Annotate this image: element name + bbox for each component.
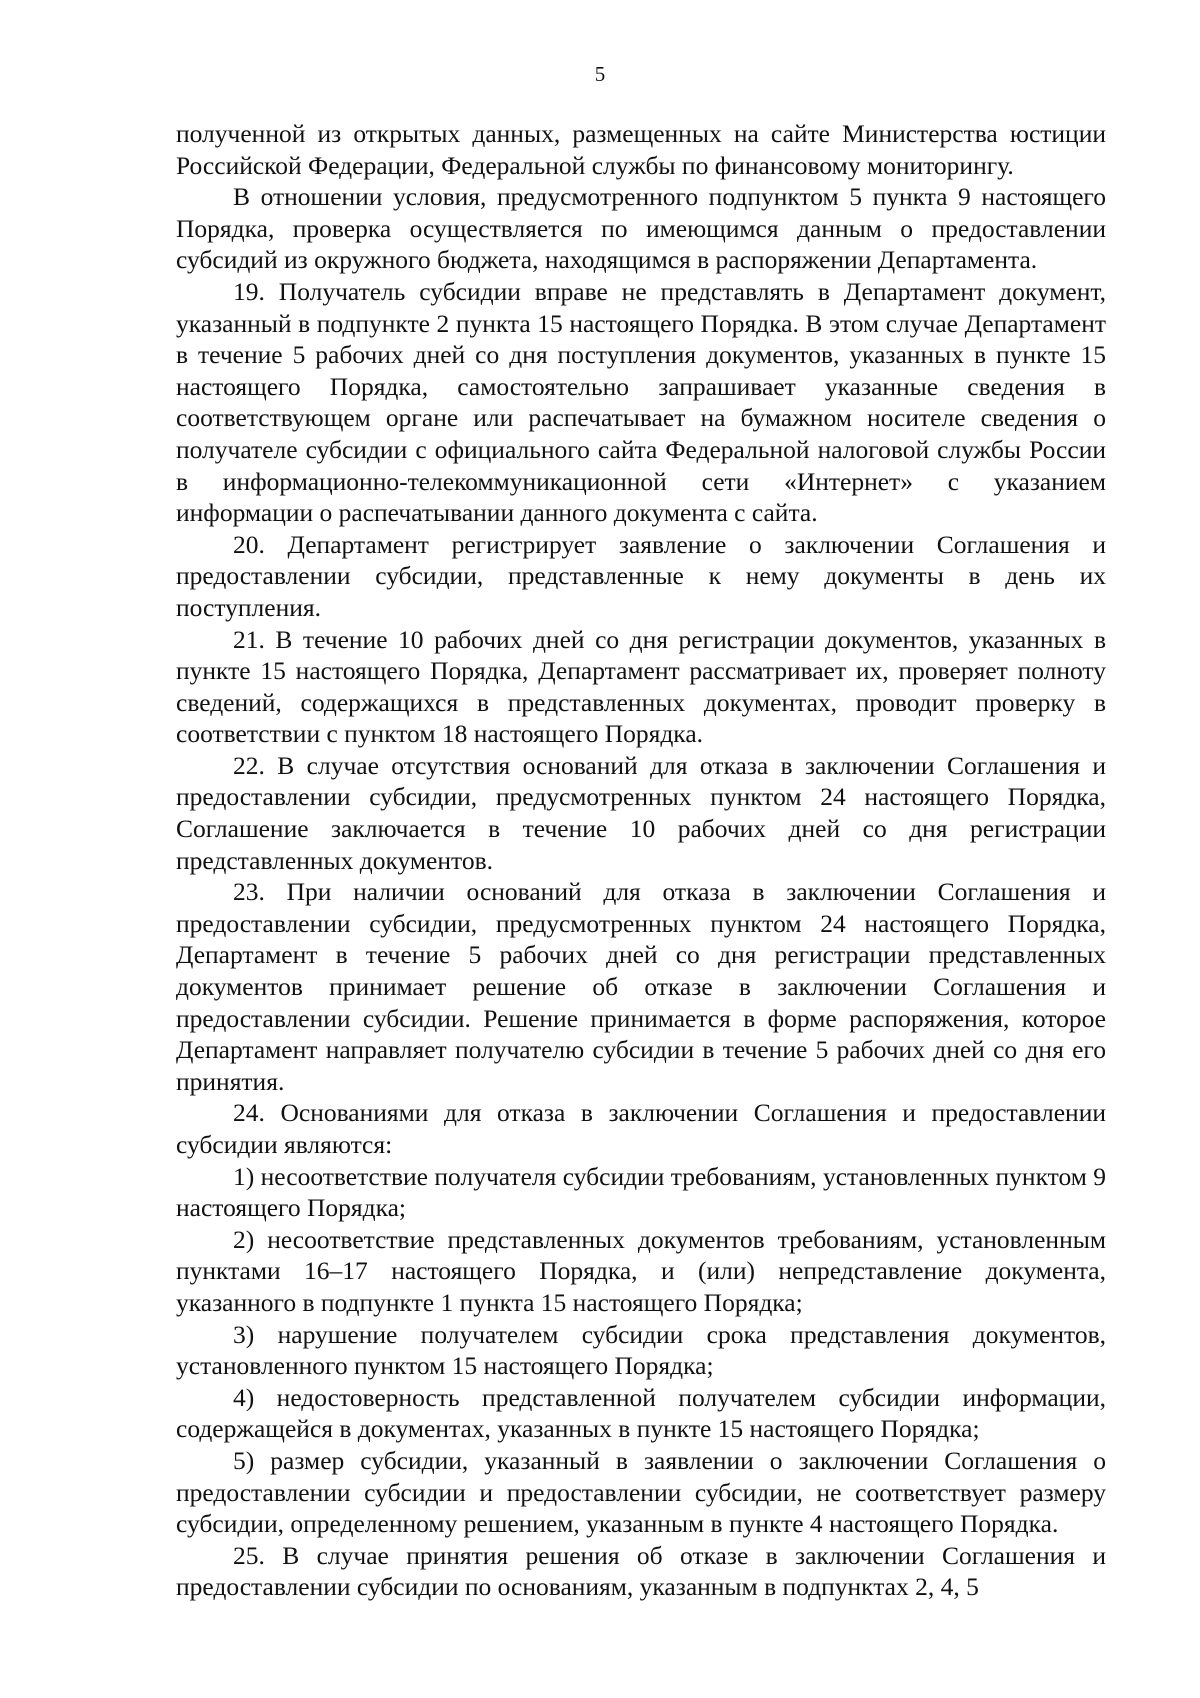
page-number: 5 <box>594 62 606 86</box>
paragraph: 2) несоответствие представленных документов требованиям, установленным пунктами 16–17 настоящего Порядка, и (или) непредставление документа, указанного в подпункте 1 пункта 15 настоящего Порядка; <box>176 1224 1106 1317</box>
paragraph: 20. Департамент регистрирует заявление о заключении Соглашения и предоставлении субсидии, представленные к нему документы в день их поступления. <box>176 529 1106 622</box>
paragraph: 23. При наличии оснований для отказа в заключении Соглашения и предоставлении субсидии, предусмотренных пунктом 24 настоящего Порядка, Департамент в течение 5 рабочих дней со дня регистрации представленных документов принимает решение об отказе в заключении Соглашения и предоставлении субсидии. Решение принимается в форме распоряжения, которое Департамент направляет получателю субсидии в течение 5 рабочих дней со дня его принятия. <box>176 877 1106 1096</box>
paragraph: 3) нарушение получателем субсидии срока представления документов, установленного пунктом 15 настоящего Порядка; <box>176 1319 1106 1381</box>
paragraph: 21. В течение 10 рабочих дней со дня регистрации документов, указанных в пункте 15 настоящего Порядка, Департамент рассматривает их, проверяет полноту сведений, содержащихся в представленных документах, проводит проверку в соответствии с пунктом 18 настоящего Порядка. <box>176 624 1106 749</box>
paragraph: 1) несоответствие получателя субсидии требованиям, установленных пунктом 9 настоящего Порядка; <box>176 1161 1106 1223</box>
paragraph: 4) недостоверность представленной получателем субсидии информации, содержащейся в документах, указанных в пункте 15 настоящего Порядка; <box>176 1382 1106 1444</box>
paragraph: 5) размер субсидии, указанный в заявлении о заключении Соглашения о предоставлении субсидии и предоставлении субсидии, не соответствует размеру субсидии, определенному решением, указанным в пункте 4 настоящего Порядка. <box>176 1445 1106 1539</box>
paragraph: 19. Получатель субсидии вправе не представлять в Департамент документ, указанный в подпункте 2 пункта 15 настоящего Порядка. В этом случае Департамент в течение 5 рабочих дней со дня поступления документов, указанных в пункте 15 настоящего Порядка, самостоятельно запрашивает указанные сведения в соответствующем органе или распечатывает на бумажном носителе сведения о получателе субсидии с официального сайта Федеральной налоговой службы России в информационно-телекоммуникационной сети «Интернет» с указанием информации о распечатывании данного документа с сайта. <box>176 276 1106 528</box>
paragraph: 22. В случае отсутствия оснований для отказа в заключении Соглашения и предоставлении субсидии, предусмотренных пунктом 24 настоящего Порядка, Соглашение заключается в течение 10 рабочих дней со дня регистрации представленных документов. <box>176 750 1106 875</box>
document-body <box>176 118 1106 1603</box>
paragraph: 25. В случае принятия решения об отказе в заключении Соглашения и предоставлении субсидии по основаниям, указанным в подпунктах 2, 4, 5 <box>176 1540 1106 1602</box>
paragraph: В отношении условия, предусмотренного подпунктом 5 пункта 9 настоящего Порядка, проверка осуществляется по имеющимся данным о предоставлении субсидий из окружного бюджета, находящимся в распоряжении Департамента. <box>176 182 1106 275</box>
paragraph: 24. Основаниями для отказа в заключении Соглашения и предоставлении субсидии являются: <box>176 1098 1106 1159</box>
paragraph: полученной из открытых данных, размещенных на сайте Министерства юстиции Российской Федерации, Федеральной службы по финансовому мониторингу. <box>176 119 1106 180</box>
